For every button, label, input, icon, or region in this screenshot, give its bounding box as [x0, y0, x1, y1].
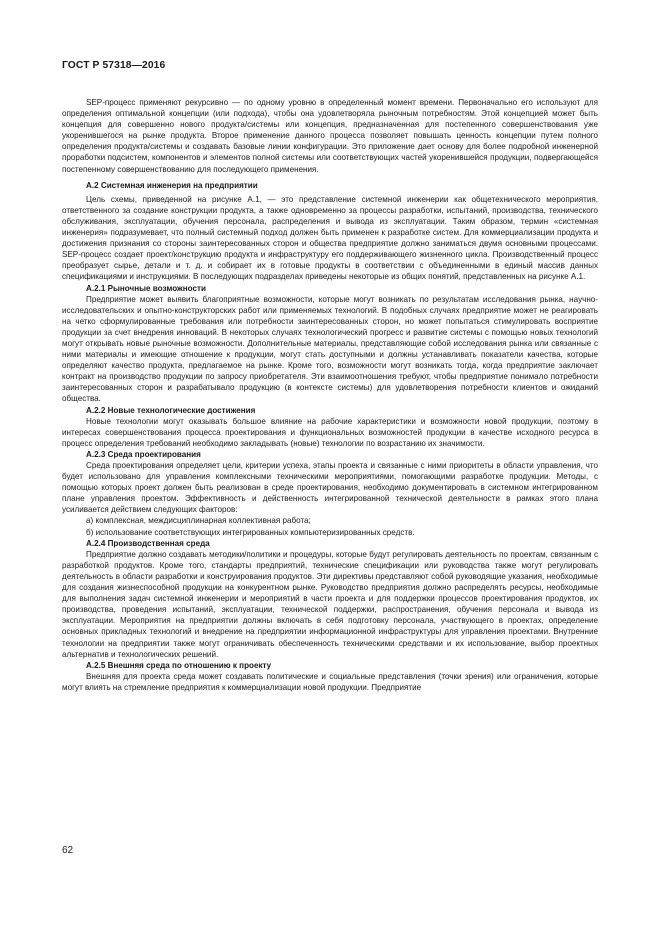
list-item: а) комплексная, междисциплинарная коллективная работа;: [86, 516, 311, 526]
section-heading-a24: А.2.4 Производственная среда: [86, 538, 210, 548]
list-item: б) использование соответствующих интегрированных компьютеризированных средств.: [86, 527, 415, 537]
section-heading-a2: А.2 Системная инженерия на предприятии: [86, 180, 258, 190]
document-body: [62, 97, 598, 693]
section-a22-paragraph-1: Новые технологии могут оказывать большое влияние на рабочие характеристики и возможности новой продукции, поэтому в интересах совершенствования процесса проектирования и функциональных возможностей продукции в качестве исходного ресурса в процесс определения требований необходимо закладывать (новые) технологии по возрастанию их значимости.: [62, 416, 598, 448]
page-number: 62: [62, 845, 74, 856]
section-a25-paragraph-1: Внешняя для проекта среда может создавать политические и социальные представления (точки зрения) или ограничения, которые могут влиять на стремление предприятия к коммерциализации новой продукции. Предприятие: [62, 671, 598, 692]
section-a24-paragraph-1: Предприятие должно создавать методики/политики и процедуры, которые будут регулировать деятельность по проектам, связанным с разработкой продуктов. Кроме того, стандарты предприятий, технические спецификации или руководства также могут регулировать деятельность в области разработки и конструирования продуктов. Эти директивы представляют собой руководящие указания, необходимые для создания жизнеспособной продукции на конкурентном рынке. Руководство предприятия должно распределять ресурсы, необходимые для выполнения задач системной инженерии и мероприятий в части проекта и для поддержки процессов проектирования продуктов, их производства, проведения испытаний, эксплуатации, технической поддержки, распространения, обучения персонала и вывода из эксплуатации. Мероприятия на предприятии должны включать в себя подготовку персонала, участвующего в проектах, определение основных прикладных технологий и внедрение на предприятии информационной инфраструктуры для управления проектами. Внутренние технологии на предприятии также могут ограничивать обеспеченность техническими средствами и их использование, выбор проектных альтернатив и технологических решений.: [62, 549, 598, 659]
section-heading-a23: А.2.3 Среда проектирования: [86, 449, 201, 459]
section-a2-paragraph-1: Цель схемы, приведенной на рисунке А.1, — это представление системной инженерии как общетехнического мероприятия, ответственного за создание конструкции продукта, а также одновременно за процессы разработки, испытаний, производства, технического обслуживания, эксплуатации, обучения персонала, распределения и вывода из эксплуатации. Таким образом, термин «системная инженерия» подразумевает, что полный системный подход должен быть применен к разработке систем. Для коммерциализации продукта и достижения признания со стороны заинтересованных сторон и общества предприятие должно заниматься двумя основными процессами. SEP-процесс создает проект/конструкцию продукта и инфраструктуру его поддерживающего жизненного цикла. Производственный процесс преобразует сырье, детали и т. д. и собирает их в готовые продукты в соответствии с объединенными в единый массив данных спецификациями и инструкциями. В последующих подразделах приведены некоторые из общих понятий, представленных на рисунке А.1.: [62, 194, 598, 282]
section-heading-a21: А.2.1 Рыночные возможности: [86, 283, 206, 293]
section-heading-a22: А.2.2 Новые технологические достижения: [86, 405, 256, 415]
factors-list: [62, 515, 598, 537]
standard-header: ГОСТ Р 57318—2016: [62, 60, 166, 71]
section-a23-paragraph-1: Среда проектирования определяет цели, критерии успеха, этапы проекта и связанные с ними приоритеты в области управления, что будет использовано для управления комплексными техническими мероприятиями, помогающими разработке продукции. Методы, с помощью которых проект должен быть реализован в среде проектирования, необходимо документировать в системном интегрированном плане управления проектом. Эффективность и действенность интегрированной технической деятельности в рамках этого плана усиливается действием следующих факторов:: [62, 461, 598, 515]
intro-paragraph: SEP-процесс применяют рекурсивно — по одному уровню в определенный момент времени. Первоначально его используют для определения оптимальной концепции (или подхода), чтобы она удовлетворяла рыночным потребностям. Этой концепцией может быть концепция для совершенно нового продукта/системы или концепция, предназначенная для постепенного совершенствования уже укоренившегося на рынке продукта. Второе применение данного процесса позволяет повышать ценность концепции путем полного определения продукта/системы и создавать базовые линии конфигурации. Это приложение дает основу для более подробной инженерной проработки подсистем, компонентов и элементов полной системы или соответствующих частей укоренившейся продукции, подвергающейся постепенному совершенствованию для последующего применения.: [62, 98, 598, 174]
section-heading-a25: А.2.5 Внешняя среда по отношению к проекту: [86, 660, 272, 670]
section-a21-paragraph-1: Предприятие может выявить благоприятные возможности, которые могут возникать по результатам исследования рынка, научно-исследовательских и опытно-конструкторских работ или применяемых технологий. В подобных случаях предприятие может не реагировать на четко сформулированные требования или потребности заинтересованных сторон, но может попытаться стимулировать восприятие продукции за счет внедрения инноваций. В некоторых случаях технологический прогресс и развитие системы с помощью новых технологий могут открывать новые рыночные возможности. Дополнительные материалы, представляющие собой исследования рынка или связанные с ними материалы и имеющие отношение к продукции, могут стать доступными и должны устанавливать показатели качества, которые определяют качество продукта, предлагаемое на рынке. Кроме того, возможности могут возникать тогда, когда предприятие заключает контракт на производство продукции по запросу приобретателя. Эти взаимоотношения требуют, чтобы предприятие понимало потребности заинтересованных сторон и разрабатывало продукцию (в контексте системы) для удовлетворения потребности клиентов и ожиданий общества.: [62, 294, 598, 404]
